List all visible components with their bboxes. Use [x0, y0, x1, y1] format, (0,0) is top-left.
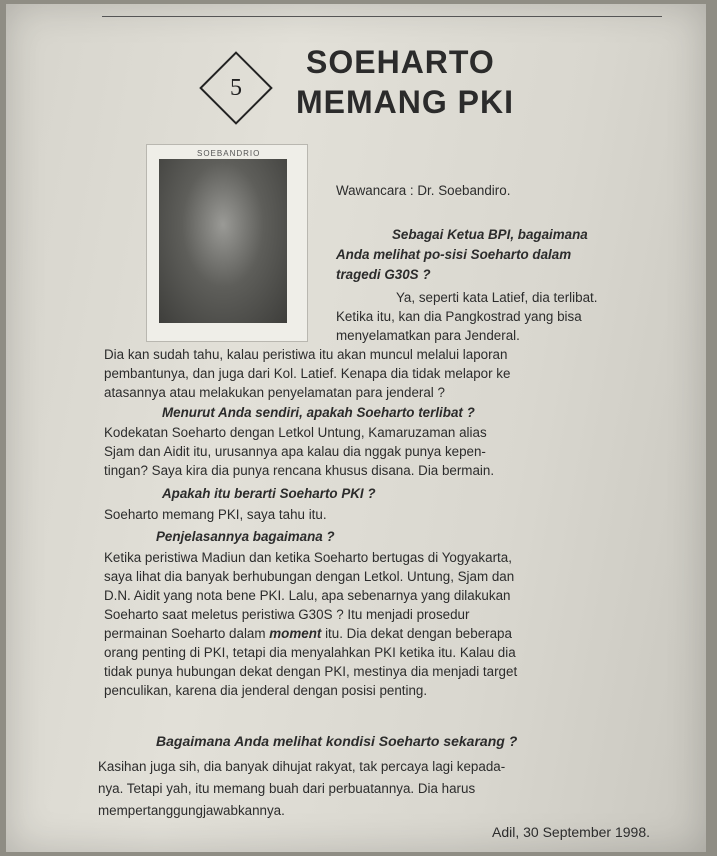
interview-credit: Wawancara : Dr. Soebandiro. [336, 183, 511, 198]
question-4: Penjelasannya bagaimana ? [156, 529, 335, 544]
answer-1-line-6: atasannya atau melakukan penyelamatan para jenderal ? [104, 385, 445, 400]
question-1-line-3: tragedi G30S ? [336, 267, 431, 282]
answer-4-line-5-pre: permainan Soeharto dalam [104, 626, 270, 641]
answer-1-line-3: menyelamatkan para Jenderal. [336, 328, 520, 343]
answer-2-line-1: Kodekatan Soeharto dengan Letkol Untung, Kamaruzaman alias [104, 425, 487, 440]
answer-4-line-4: Soeharto saat meletus peristiwa G30S ? Itu menjadi prosedur [104, 607, 470, 622]
top-rule [102, 16, 662, 17]
answer-5-line-2: nya. Tetapi yah, itu memang buah dari perbuatannya. Dia harus [98, 781, 476, 796]
answer-1-line-5: pembantunya, dan juga dari Kol. Latief. Kenapa dia tidak melapor ke [104, 366, 511, 381]
dateline: Adil, 30 September 1998. [492, 824, 650, 840]
answer-4-line-2: saya lihat dia banyak berhubungan dengan Letkol. Untung, Sjam dan [104, 569, 515, 584]
answer-2-line-3: tingan? Saya kira dia punya rencana khusus disana. Dia bermain. [104, 463, 495, 478]
photo-caption: SOEBANDRIO [197, 149, 261, 158]
question-5: Bagaimana Anda melihat kondisi Soeharto sekarang ? [156, 733, 518, 749]
answer-4-line-3: D.N. Aidit yang nota bene PKI. Lalu, apa sebenarnya yang dilakukan [104, 588, 511, 603]
answer-5-line-3: mempertanggungjawabkannya. [98, 803, 285, 818]
article-title [296, 42, 566, 122]
portrait-image [159, 159, 287, 323]
answer-4-moment-word: moment [269, 626, 322, 641]
answer-4-line-5-post: itu. Dia dekat dengan beberapa [321, 626, 512, 641]
answer-1-line-1: Ya, seperti kata Latief, dia terlibat. [396, 290, 598, 305]
answer-2-line-2: Sjam dan Aidit itu, urusannya apa kalau dia nggak punya kepen- [104, 444, 486, 459]
answer-1-line-2: Ketika itu, kan dia Pangkostrad yang bisa [336, 309, 582, 324]
answer-5-line-1: Kasihan juga sih, dia banyak dihujat rakyat, tak percaya lagi kepada- [98, 759, 506, 774]
answer-4-line-6: orang penting di PKI, tetapi dia menyalahkan PKI ketika itu. Kalau dia [104, 645, 516, 660]
answer-4-line-7: tidak punya hubungan dekat dengan PKI, mestinya dia menjadi target [104, 664, 518, 679]
question-2: Menurut Anda sendiri, apakah Soeharto terlibat ? [162, 405, 475, 420]
newspaper-page [6, 4, 706, 852]
section-number: 5 [230, 74, 242, 101]
question-1-line-1: Sebagai Ketua BPI, bagaimana [392, 227, 588, 242]
answer-4-line-5 [104, 625, 512, 643]
answer-4-line-8: penculikan, karena dia jenderal dengan posisi penting. [104, 683, 428, 698]
title-line-1: SOEHARTO [306, 44, 495, 80]
answer-4-line-1: Ketika peristiwa Madiun dan ketika Soeharto bertugas di Yogyakarta, [104, 550, 512, 565]
answer-1-line-4: Dia kan sudah tahu, kalau peristiwa itu akan muncul melalui laporan [104, 347, 508, 362]
answer-3: Soeharto memang PKI, saya tahu itu. [104, 507, 327, 522]
question-1-line-2: Anda melihat po-sisi Soeharto dalam [336, 247, 572, 262]
portrait-photo [146, 144, 308, 342]
title-line-2: MEMANG PKI [296, 84, 514, 120]
question-3: Apakah itu berarti Soeharto PKI ? [162, 486, 376, 501]
